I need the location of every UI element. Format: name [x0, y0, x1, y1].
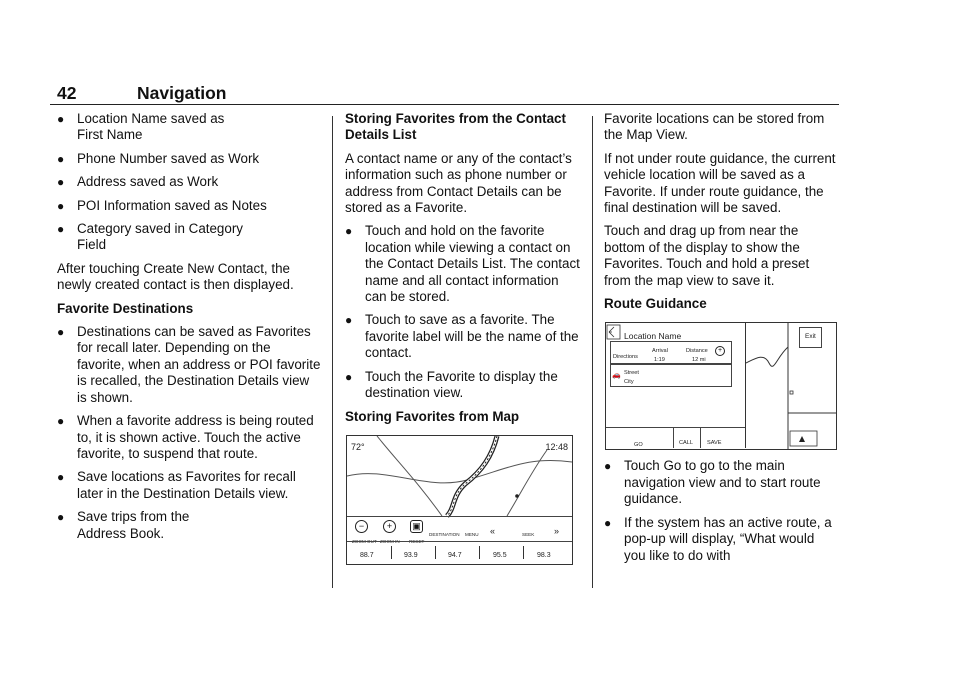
call-button[interactable]: CALL	[679, 440, 693, 447]
save-button[interactable]: SAVE	[707, 440, 722, 447]
menu-button[interactable]: MENU	[465, 531, 479, 537]
zoom-out-label: ZOOM OUT	[352, 538, 377, 544]
preset-button[interactable]: 93.9	[404, 551, 418, 559]
map-view-figure	[346, 435, 573, 565]
list-item: ● Category saved in Category Field	[57, 221, 243, 253]
destination-button[interactable]: DESTINATION	[429, 531, 460, 537]
street-text: Street	[624, 370, 639, 377]
page-number: 42	[57, 83, 77, 103]
location-name: Location Name	[624, 331, 682, 342]
list-item: ● Phone Number saved as Work	[57, 150, 260, 166]
exit-button[interactable]: Exit	[799, 327, 822, 347]
page-header	[50, 82, 839, 106]
add-icon[interactable]: +	[715, 346, 725, 356]
vehicle-icon: 🚗	[612, 372, 621, 380]
list-item: ● Destinations can be saved as Favorites for recall later. Depending on the favorite, when an address or POI favorite is recalled, the Destination Details view is shown.	[57, 324, 321, 405]
paragraph-drag: Touch and drag up from near the bottom of the display to show the Favorites. Touch and hold a preset from the map view to save it.	[604, 223, 810, 288]
heading-favorite-destinations: Favorite Destinations	[57, 300, 194, 316]
header-rule	[50, 104, 839, 105]
reset-label: RESET	[409, 538, 425, 544]
heading-route-guidance: Route Guidance	[604, 296, 707, 312]
heading-contact-details: Storing Favorites from the Contact Details List	[345, 111, 566, 143]
go-button[interactable]: GO	[634, 442, 643, 449]
list-item: ● When a favorite address is being routed to, it is shown active. Touch the active favorite, to suspend that route.	[57, 413, 314, 461]
city-text: City	[624, 379, 634, 386]
seek-forward-icon[interactable]: »	[554, 525, 560, 536]
column-divider-1	[332, 116, 333, 588]
reset-icon[interactable]: ▣	[410, 520, 423, 533]
preset-button[interactable]: 94.7	[448, 551, 462, 559]
arrival-label: Arrival	[652, 348, 668, 355]
paragraph-contact: A contact name or any of the contact’s information such as phone number or address from Contact Details can be stored as a Favorite.	[345, 150, 572, 216]
column-2	[345, 111, 581, 573]
arrival-value: 1:19	[654, 357, 665, 364]
zoom-out-icon[interactable]: −	[355, 520, 368, 533]
route-guidance-figure	[605, 322, 837, 450]
paragraph-map-view: Favorite locations can be stored from the Map View.	[604, 111, 825, 143]
back-arrow-icon[interactable]	[609, 326, 621, 338]
list-item: ● Touch the Favorite to display the destination view.	[345, 368, 558, 401]
column-1	[57, 111, 321, 549]
heading-storing-from-map: Storing Favorites from Map	[345, 408, 520, 424]
list-item: ● Location Name saved as First Name	[57, 111, 225, 143]
directions-button[interactable]: Directions	[613, 354, 638, 361]
distance-value: 12 mi	[692, 357, 706, 364]
list-item: ● Touch Go to go to the main navigation view and to start route guidance.	[604, 458, 821, 507]
distance-label: Distance	[686, 348, 708, 355]
clock-readout: 12:48	[545, 441, 568, 452]
preset-button[interactable]: 88.7	[360, 551, 374, 559]
preset-button[interactable]: 95.5	[493, 551, 507, 559]
paragraph-new-contact: After touching Create New Contact, the newly created contact is then displayed.	[57, 260, 294, 293]
temperature-readout: 72°	[351, 441, 365, 452]
list-item: ● Touch and hold on the favorite location while viewing a contact on the Contact Details List. The contact name and all contact information can be stored.	[345, 223, 580, 305]
column-divider-2	[592, 116, 593, 588]
list-item: ● Save trips from the Address Book.	[57, 509, 190, 541]
list-item: ● Touch to save as a favorite. The favorite label will be the name of the contact.	[345, 312, 579, 361]
section-title: Navigation	[137, 83, 227, 103]
list-item: ● If the system has an active route, a pop-up will display, “What would you like to do with	[604, 514, 832, 563]
list-item: ● POI Information saved as Notes	[57, 197, 267, 213]
seek-back-icon[interactable]: «	[490, 525, 496, 536]
column-3	[604, 111, 836, 571]
preset-button[interactable]: 98.3	[537, 551, 551, 559]
paragraph-guidance: If not under route guidance, the current vehicle location will be saved as a Favorite. If under route guidance, the final destination will be saved.	[604, 150, 836, 216]
seek-label: SEEK	[522, 531, 535, 537]
list-item: ● Save locations as Favorites for recall later in the Destination Details view.	[57, 469, 296, 501]
zoom-in-label: ZOOM IN	[380, 538, 400, 544]
list-item: ● Address saved as Work	[57, 174, 219, 190]
zoom-in-icon[interactable]: +	[383, 520, 396, 533]
